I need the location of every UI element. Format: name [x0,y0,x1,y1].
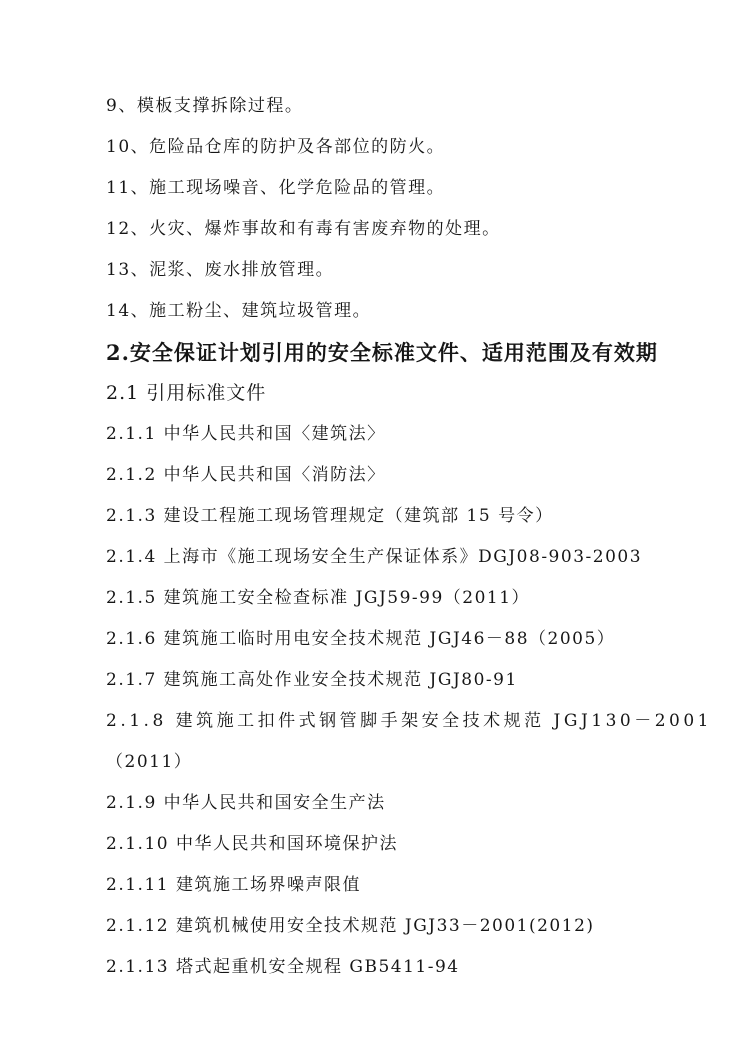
reference-item: 2.1.1 中华人民共和国〈建筑法〉 [106,424,386,444]
list-item: 12、火灾、爆炸事故和有毒有害废弃物的处理。 [106,219,501,239]
reference-item-continuation: （2011） [106,752,193,772]
list-item: 14、施工粉尘、建筑垃圾管理。 [106,301,372,321]
reference-item: 2.1.11 建筑施工场界噪声限值 [106,875,361,895]
list-item: 13、泥浆、废水排放管理。 [106,260,335,280]
reference-item: 2.1.6 建筑施工临时用电安全技术规范 JGJ46－88（2005） [106,629,616,649]
reference-item: 2.1.10 中华人民共和国环境保护法 [106,834,398,854]
section-heading: 2.安全保证计划引用的安全标准文件、适用范围及有效期 [106,340,658,365]
reference-item: 2.1.12 建筑机械使用安全技术规范 JGJ33－2001(2012) [106,916,595,936]
reference-item: 2.1.2 中华人民共和国〈消防法〉 [106,465,386,485]
subsection-heading: 2.1 引用标准文件 [106,382,267,404]
list-item: 9、模板支撑拆除过程。 [106,96,304,116]
reference-item: 2.1.9 中华人民共和国安全生产法 [106,793,386,813]
reference-item: 2.1.7 建筑施工高处作业安全技术规范 JGJ80-91 [106,670,518,690]
reference-item: 2.1.3 建设工程施工现场管理规定（建筑部 15 号令） [106,506,554,526]
reference-item: 2.1.8 建筑施工扣件式钢管脚手架安全技术规范 JGJ130－2001 [106,711,712,731]
reference-item: 2.1.13 塔式起重机安全规程 GB5411-94 [106,957,460,977]
list-item: 11、施工现场噪音、化学危险品的管理。 [106,178,446,198]
reference-item: 2.1.4 上海市《施工现场安全生产保证体系》DGJ08-903-2003 [106,547,643,567]
list-item: 10、危险品仓库的防护及各部位的防火。 [106,137,446,157]
reference-item: 2.1.5 建筑施工安全检查标准 JGJ59-99（2011） [106,588,531,608]
